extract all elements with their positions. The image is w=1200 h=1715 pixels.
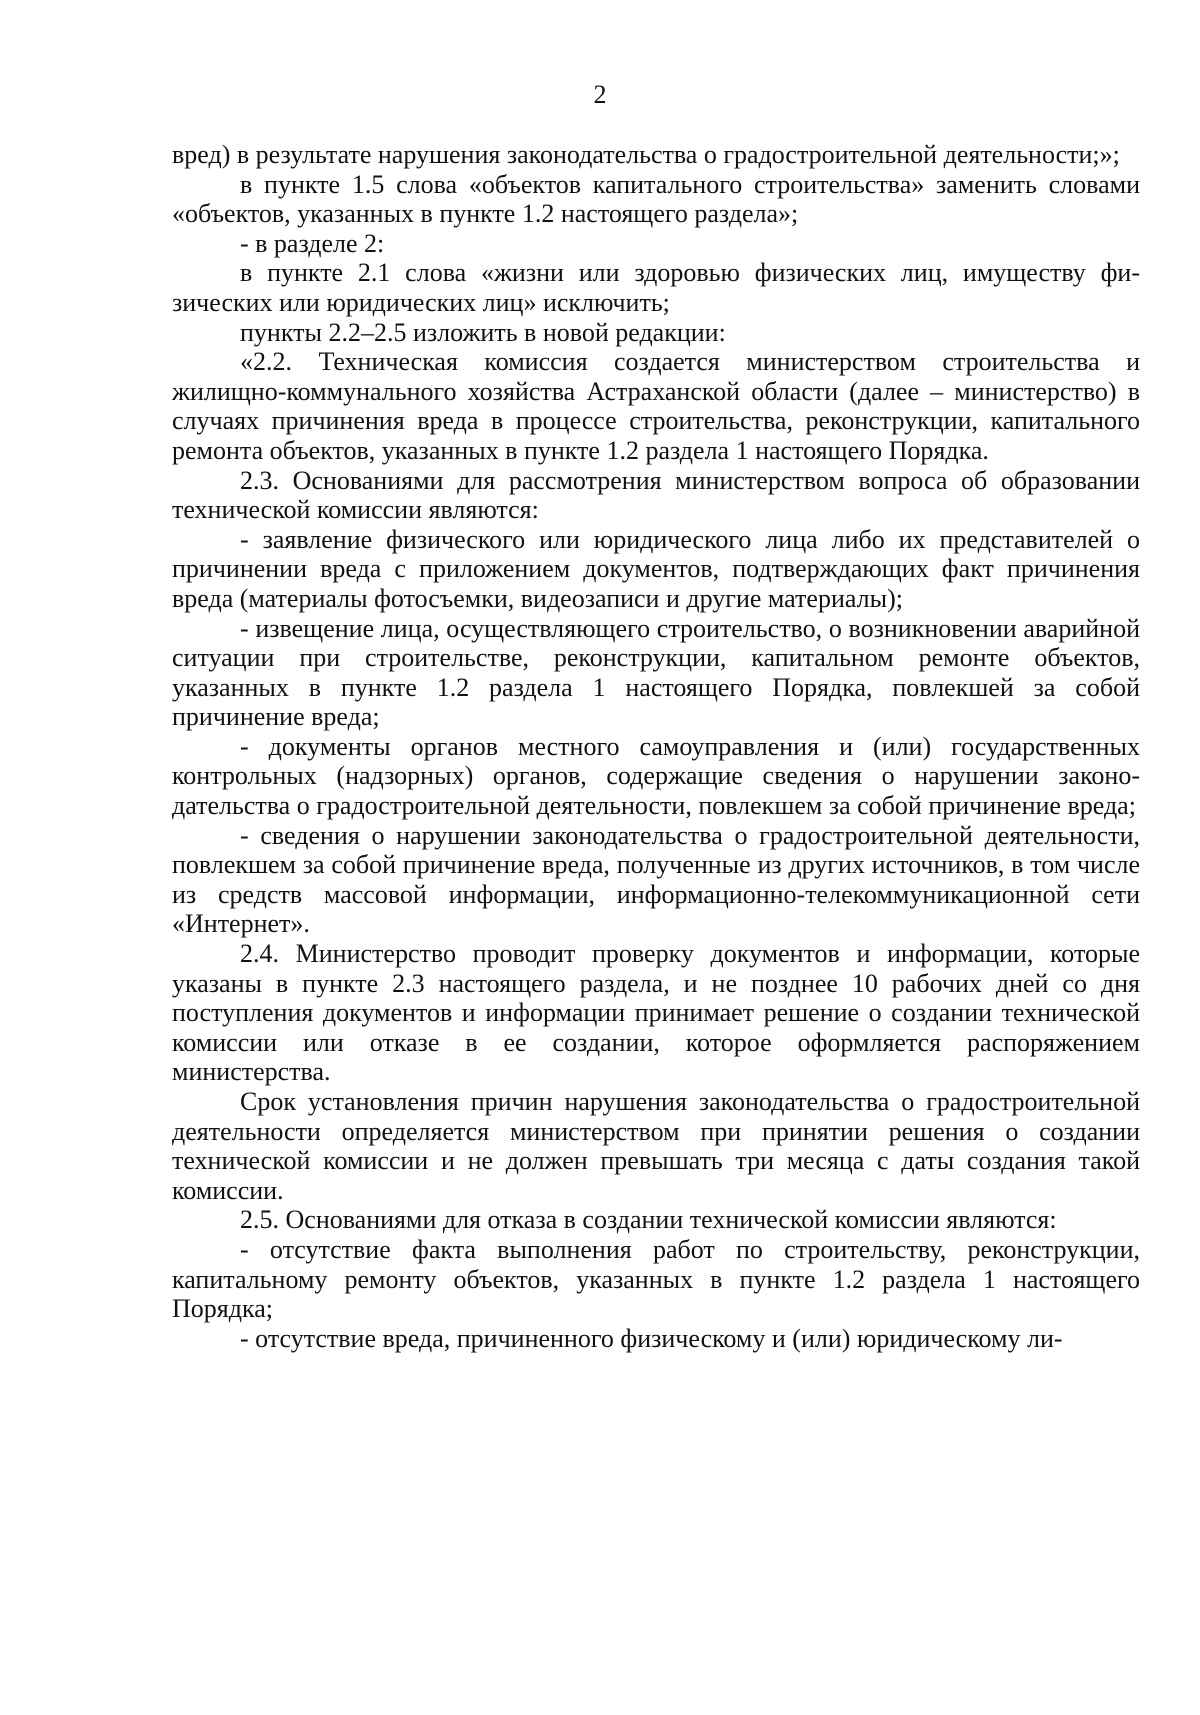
- document-body: [172, 140, 1140, 1353]
- paragraph-1: вред) в результате нарушения законодательства о градостроительной деятельности;»;: [172, 140, 1120, 169]
- paragraph-13: Срок установления причин нарушения законодательства о градостроительной деятельности определяется министерством при принятии решения о создании технической комиссии и не должен превышать три месяца с даты создания такой комиссии.: [172, 1087, 1140, 1205]
- paragraph-15: - отсутствие факта выполнения работ по строительству, реконструкции, капитальному ремонту объектов, указанных в пункте 1.2 раздела 1 настоящего Порядка;: [172, 1234, 1140, 1324]
- paragraph-14: 2.5. Основаниями для отказа в создании технической комиссии являются:: [240, 1205, 1057, 1235]
- paragraph-8: - заявление физического или юридического лица либо их представителей о причинении вреда с приложением документов, подтверждающих факт причинения вреда (материалы фотосъемки, видеозаписи и другие материалы);: [172, 524, 1140, 613]
- paragraph-10: - документы органов местного самоуправления и (или) государственных контрольных (надзорных) органов, содержащие сведения о нарушении законодательства о градостроительной деятельности, повлекшем за собой причинение вреда;: [172, 731, 1140, 821]
- paragraph-6: «2.2. Техническая комиссия создается министерством строительства и жилищно-коммунального хозяйства Астраханской области (далее – министерство) в случаях причинения вреда в процессе строительства, реконструкции, капитального ремонта объектов, указанных в пункте 1.2 раздела 1 настоящего Порядка.: [172, 347, 1140, 465]
- paragraph-7: 2.3. Основаниями для рассмотрения министерством вопроса об образовании технической комиссии являются:: [172, 465, 1140, 525]
- paragraph-3: - в разделе 2:: [240, 228, 385, 258]
- paragraph-9: - извещение лица, осуществляющего строительство, о возникновении аварийной ситуации при строительстве, реконструкции, капитальном ремонте объектов, указанных в пункте 1.2 раздела 1 настоящего Порядка, повлекшей за собой причинение вреда;: [172, 613, 1140, 732]
- paragraph-5: пункты 2.2–2.5 изложить в новой редакции:: [240, 317, 726, 347]
- paragraph-4: в пункте 2.1 слова «жизни или здоровью физических лиц, имуществу физических или юридических лиц» исключить;: [172, 258, 1140, 317]
- paragraph-12: 2.4. Министерство проводит проверку документов и информации, которые указаны в пункте 2.3 настоящего раздела, и не позднее 10 рабочих дней со дня поступления документов и информации принимает решение о создании технической комиссии или отказе в ее создании, которое оформляется распоряжением министерства.: [172, 939, 1140, 1087]
- paragraph-2: в пункте 1.5 слова «объектов капитального строительства» заменить словами «объектов, указанных в пункте 1.2 настоящего раздела»;: [172, 169, 1140, 229]
- page-number: 2: [593, 80, 607, 109]
- paragraph-11: - сведения о нарушении законодательства о градостроительной деятельности, повлекшем за собой причинение вреда, полученные из других источников, в том числе из средств массовой информации, информационно-телекоммуникационной сети «Интернет».: [172, 820, 1140, 939]
- paragraph-16: - отсутствие вреда, причиненного физическому и (или) юридическому ли-: [240, 1323, 1063, 1353]
